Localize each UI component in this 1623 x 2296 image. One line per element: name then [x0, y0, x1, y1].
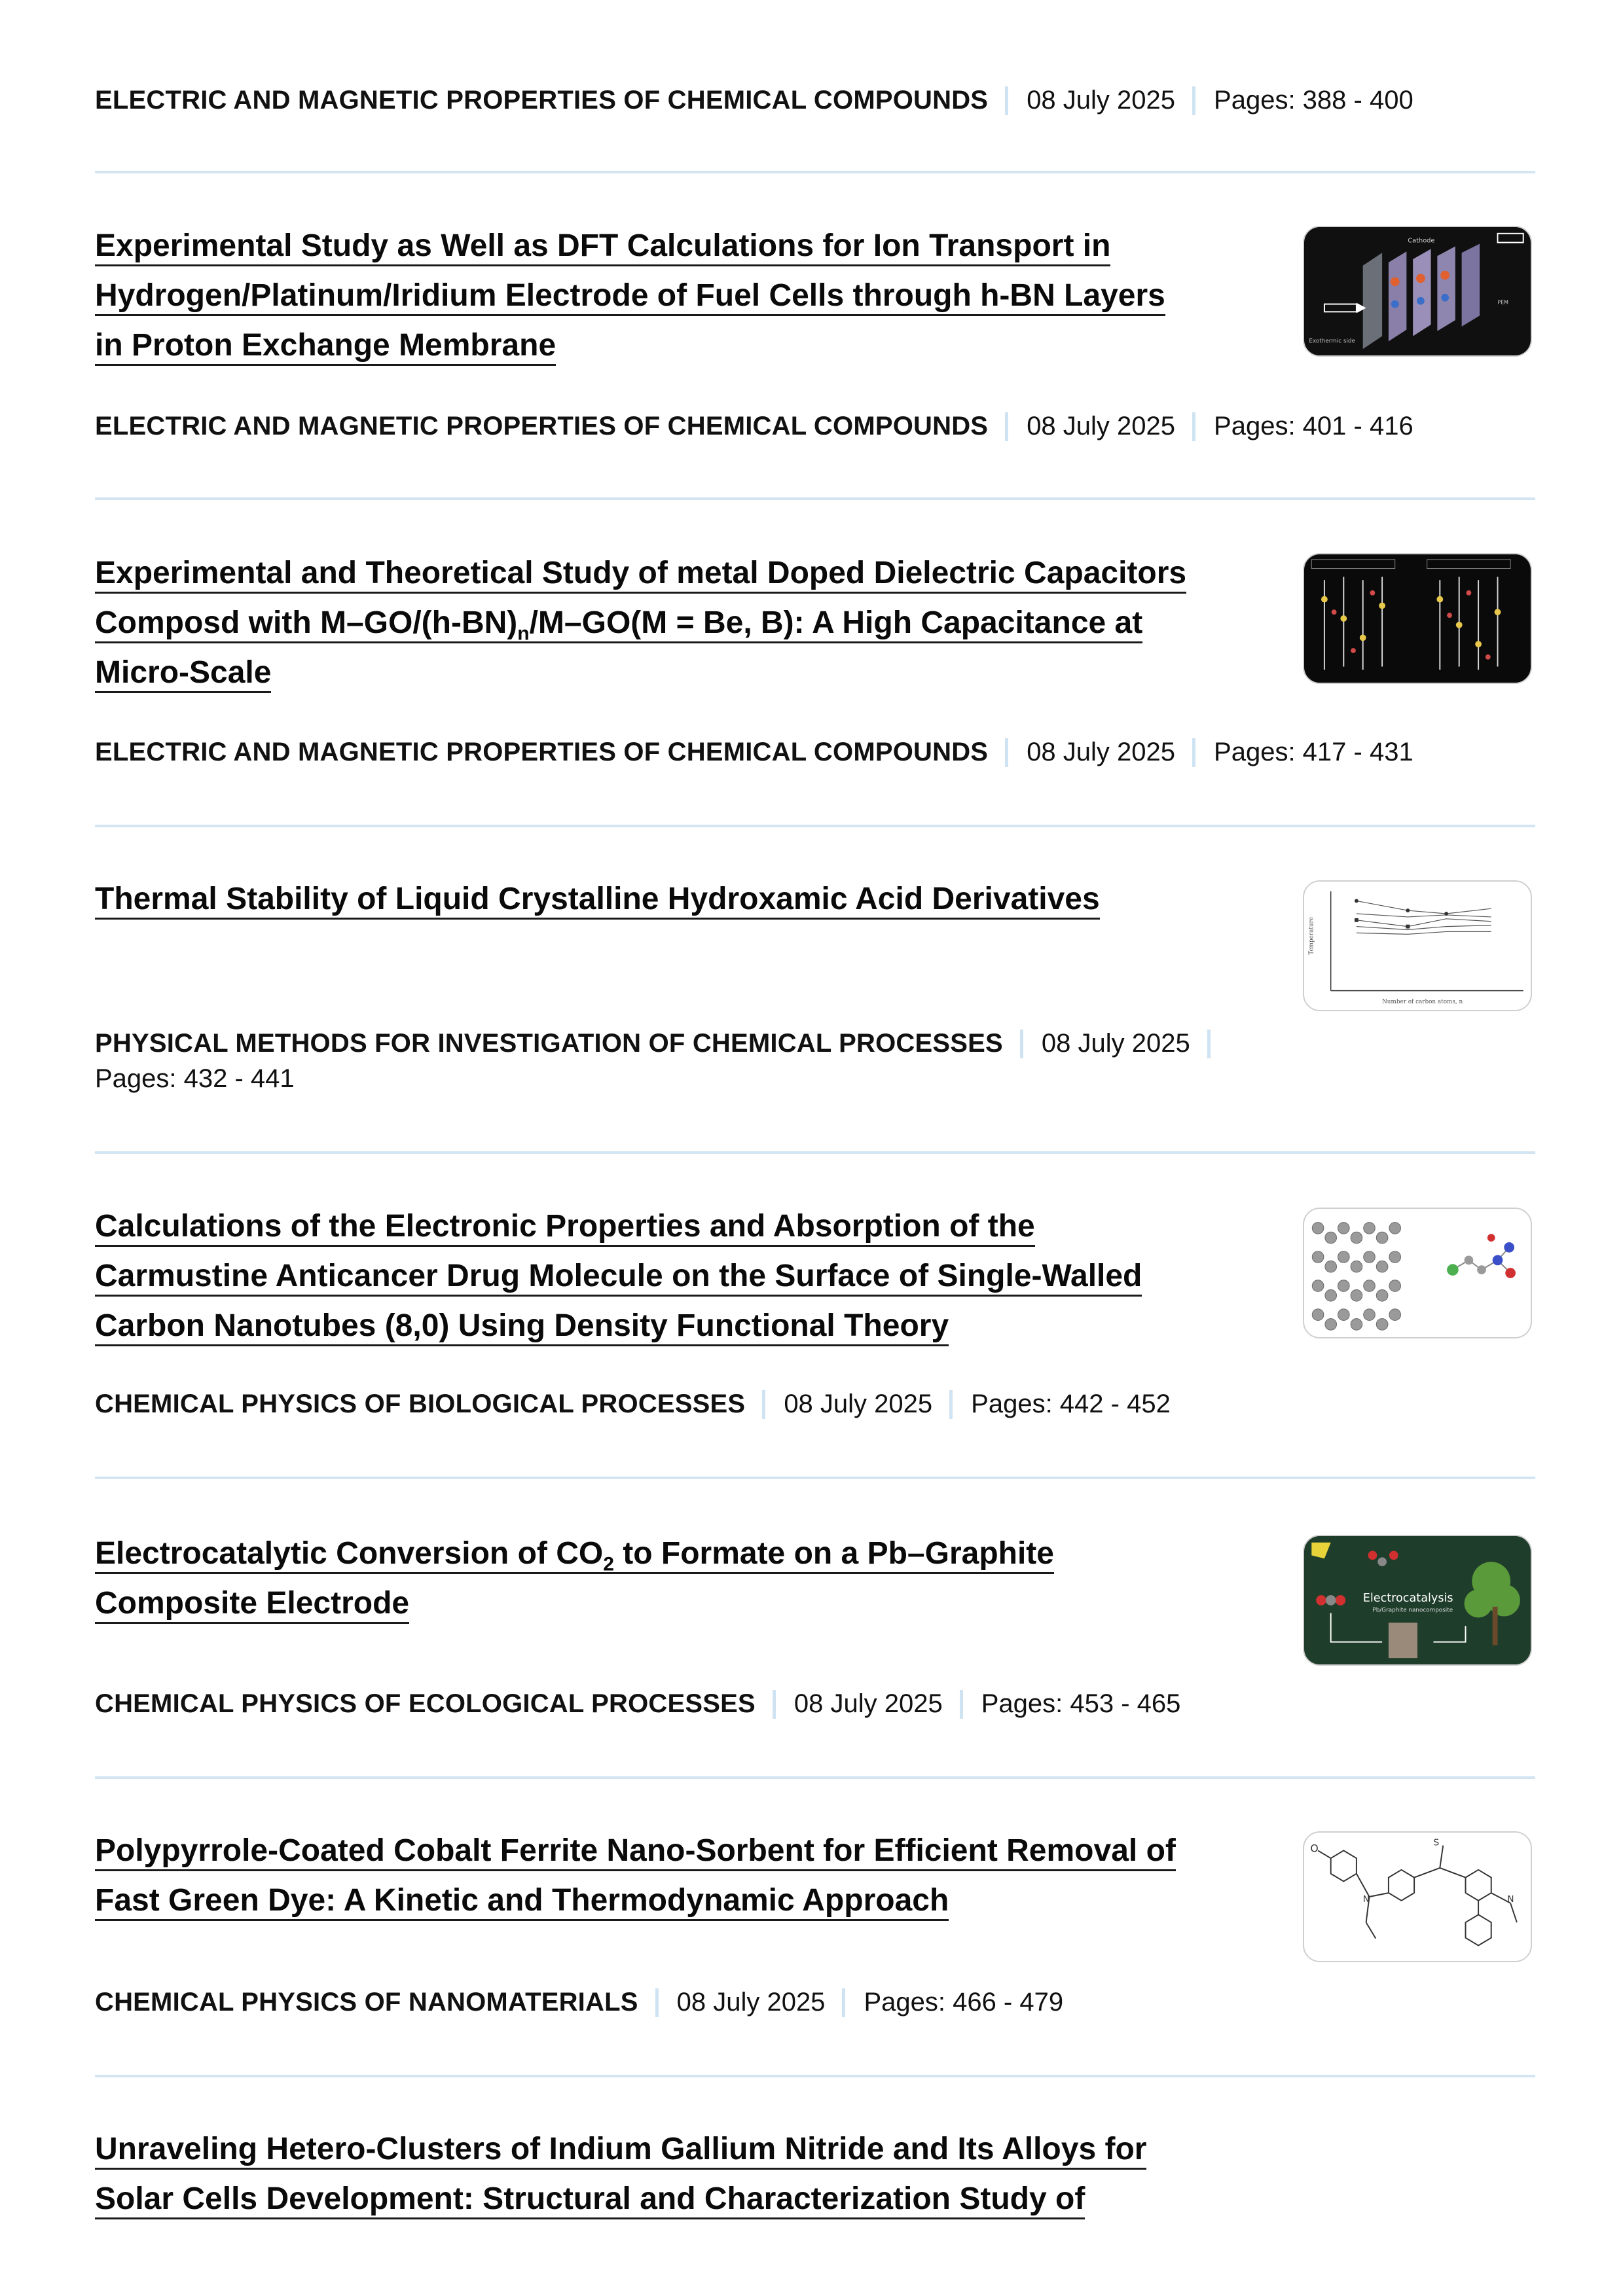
article-title: [95, 1529, 1313, 1628]
svg-text:N: N: [1507, 1893, 1514, 1905]
meta-separator: [1005, 738, 1008, 767]
article-meta: [95, 1026, 1319, 1096]
article-title: [95, 1202, 1313, 1351]
publication-date: 08 July 2025: [1027, 738, 1176, 766]
svg-text:Exothermic side: Exothermic side: [1309, 338, 1355, 345]
meta-separator: [1020, 1030, 1023, 1058]
svg-text:Electrocatalysis: Electrocatalysis: [1362, 1591, 1453, 1605]
page-range: Pages: 466 - 479: [864, 1988, 1064, 2017]
article-thumbnail[interactable]: [1303, 1831, 1532, 1962]
article-title: [95, 548, 1313, 698]
svg-text:N: N: [1362, 1893, 1370, 1905]
page-range: Pages: 388 - 400: [1214, 86, 1413, 115]
publication-date: 08 July 2025: [1027, 86, 1176, 115]
electrocatalysis-graphic: [1304, 1536, 1531, 1664]
article-title: [95, 221, 1313, 370]
article-divider: [95, 825, 1535, 827]
dye-structure-image: [1304, 1833, 1531, 1961]
article-meta: [95, 1386, 1171, 1422]
capacitor-structure-image: [1304, 554, 1531, 683]
meta-separator: [1207, 1030, 1211, 1058]
article-meta: [95, 82, 1413, 118]
page-range: Pages: 442 - 452: [971, 1390, 1171, 1418]
meta-separator: [1005, 412, 1008, 441]
section-label[interactable]: ELECTRIC AND MAGNETIC PROPERTIES OF CHEMICAL COMPOUNDS: [95, 412, 989, 440]
svg-text:PEM: PEM: [1497, 299, 1508, 306]
meta-separator: [773, 1690, 776, 1719]
page-range: Pages: 453 - 465: [981, 1689, 1181, 1718]
svg-text:Temperature: Temperature: [1308, 916, 1315, 955]
article-meta: [95, 1686, 1180, 1721]
article-divider: [95, 1477, 1535, 1479]
meta-separator: [1192, 86, 1195, 115]
thermal-stability-chart-image: [1304, 882, 1531, 1010]
nanotube-molecule-image: [1304, 1209, 1531, 1337]
article-thumbnail[interactable]: [1303, 553, 1532, 684]
article-divider: [95, 2075, 1535, 2077]
article-divider: [95, 1776, 1535, 1779]
article-meta: [95, 1984, 1063, 2020]
publication-date: 08 July 2025: [1027, 412, 1176, 440]
section-label[interactable]: CHEMICAL PHYSICS OF ECOLOGICAL PROCESSES: [95, 1689, 756, 1718]
section-label[interactable]: CHEMICAL PHYSICS OF BIOLOGICAL PROCESSES: [95, 1390, 746, 1418]
svg-text:S: S: [1433, 1837, 1440, 1848]
publication-date: 08 July 2025: [784, 1390, 933, 1418]
article-title: [95, 2125, 1313, 2224]
article-meta: [95, 408, 1413, 444]
article-title: [95, 874, 1313, 924]
publication-date: 08 July 2025: [793, 1689, 943, 1718]
meta-separator: [1192, 412, 1195, 441]
meta-separator: [1192, 738, 1195, 767]
meta-separator: [1005, 86, 1008, 115]
meta-separator: [949, 1390, 953, 1419]
section-label[interactable]: ELECTRIC AND MAGNETIC PROPERTIES OF CHEMICAL COMPOUNDS: [95, 86, 989, 115]
article-divider: [95, 171, 1535, 173]
article-thumbnail[interactable]: [1303, 1208, 1532, 1338]
article-title-link[interactable]: Thermal Stability of Liquid Crystalline Hydroxamic Acid Derivatives: [95, 882, 1100, 920]
page-range: Pages: 401 - 416: [1214, 412, 1413, 440]
svg-text:Cathode: Cathode: [1408, 237, 1435, 245]
article-thumbnail[interactable]: [1303, 880, 1532, 1011]
fuel-cell-diagram: [1304, 227, 1531, 355]
article-title: [95, 1826, 1313, 1926]
article-title-link[interactable]: Calculations of the Electronic Properties and Absorption of the Carmustine Anticancer Drug Molecule on the Surface of Single-Walled Carbon Nanotubes (8,0) Using Density Functional Theory: [95, 1209, 1142, 1346]
svg-text:Pb/Graphite nanocomposite: Pb/Graphite nanocomposite: [1372, 1607, 1453, 1614]
meta-separator: [960, 1690, 963, 1719]
section-label[interactable]: ELECTRIC AND MAGNETIC PROPERTIES OF CHEMICAL COMPOUNDS: [95, 738, 989, 766]
publication-date: 08 July 2025: [676, 1988, 826, 2017]
svg-text:Number of carbon atoms, n: Number of carbon atoms, n: [1382, 999, 1463, 1006]
svg-text:O: O: [1310, 1842, 1319, 1855]
publication-date: 08 July 2025: [1041, 1029, 1190, 1058]
section-label[interactable]: PHYSICAL METHODS FOR INVESTIGATION OF CHEMICAL PROCESSES: [95, 1029, 1003, 1058]
article-divider: [95, 1151, 1535, 1154]
article-thumbnail[interactable]: [1303, 1535, 1532, 1666]
article-meta: [95, 734, 1413, 770]
page-range: Pages: 432 - 441: [95, 1064, 295, 1093]
section-label[interactable]: CHEMICAL PHYSICS OF NANOMATERIALS: [95, 1988, 638, 2017]
article-title-link[interactable]: Electrocatalytic Conversion of $CO_2$ to Formate on a Pb–Graphite Composite Electrode: [95, 1536, 1054, 1624]
meta-separator: [842, 1988, 845, 2017]
article-title-link[interactable]: Experimental Study as Well as DFT Calculations for Ion Transport in Hydrogen/Platinum/Iridium Electrode of Fuel Cells through h-BN Layers in Proton Exchange Membrane: [95, 228, 1165, 366]
meta-separator: [762, 1390, 765, 1419]
article-divider: [95, 497, 1535, 500]
article-title-link[interactable]: Polypyrrole-Coated Cobalt Ferrite Nano-Sorbent for Efficient Removal of Fast Green Dye: A Kinetic and Thermodynamic Approach: [95, 1833, 1176, 1921]
article-title-link[interactable]: Unraveling Hetero-Clusters of Indium Gallium Nitride and Its Alloys for Solar Cells Development: Structural and Characterization Study of: [95, 2132, 1146, 2219]
meta-separator: [655, 1988, 659, 2017]
article-thumbnail[interactable]: [1303, 226, 1532, 357]
article-title-link[interactable]: Experimental and Theoretical Study of metal Doped Dielectric Capacitors Composd with $M-GO/(h-BN)_n/M-GO(M = Be$, B): A High Capacitance at Micro-Scale: [95, 556, 1186, 693]
page-range: Pages: 417 - 431: [1214, 738, 1413, 766]
